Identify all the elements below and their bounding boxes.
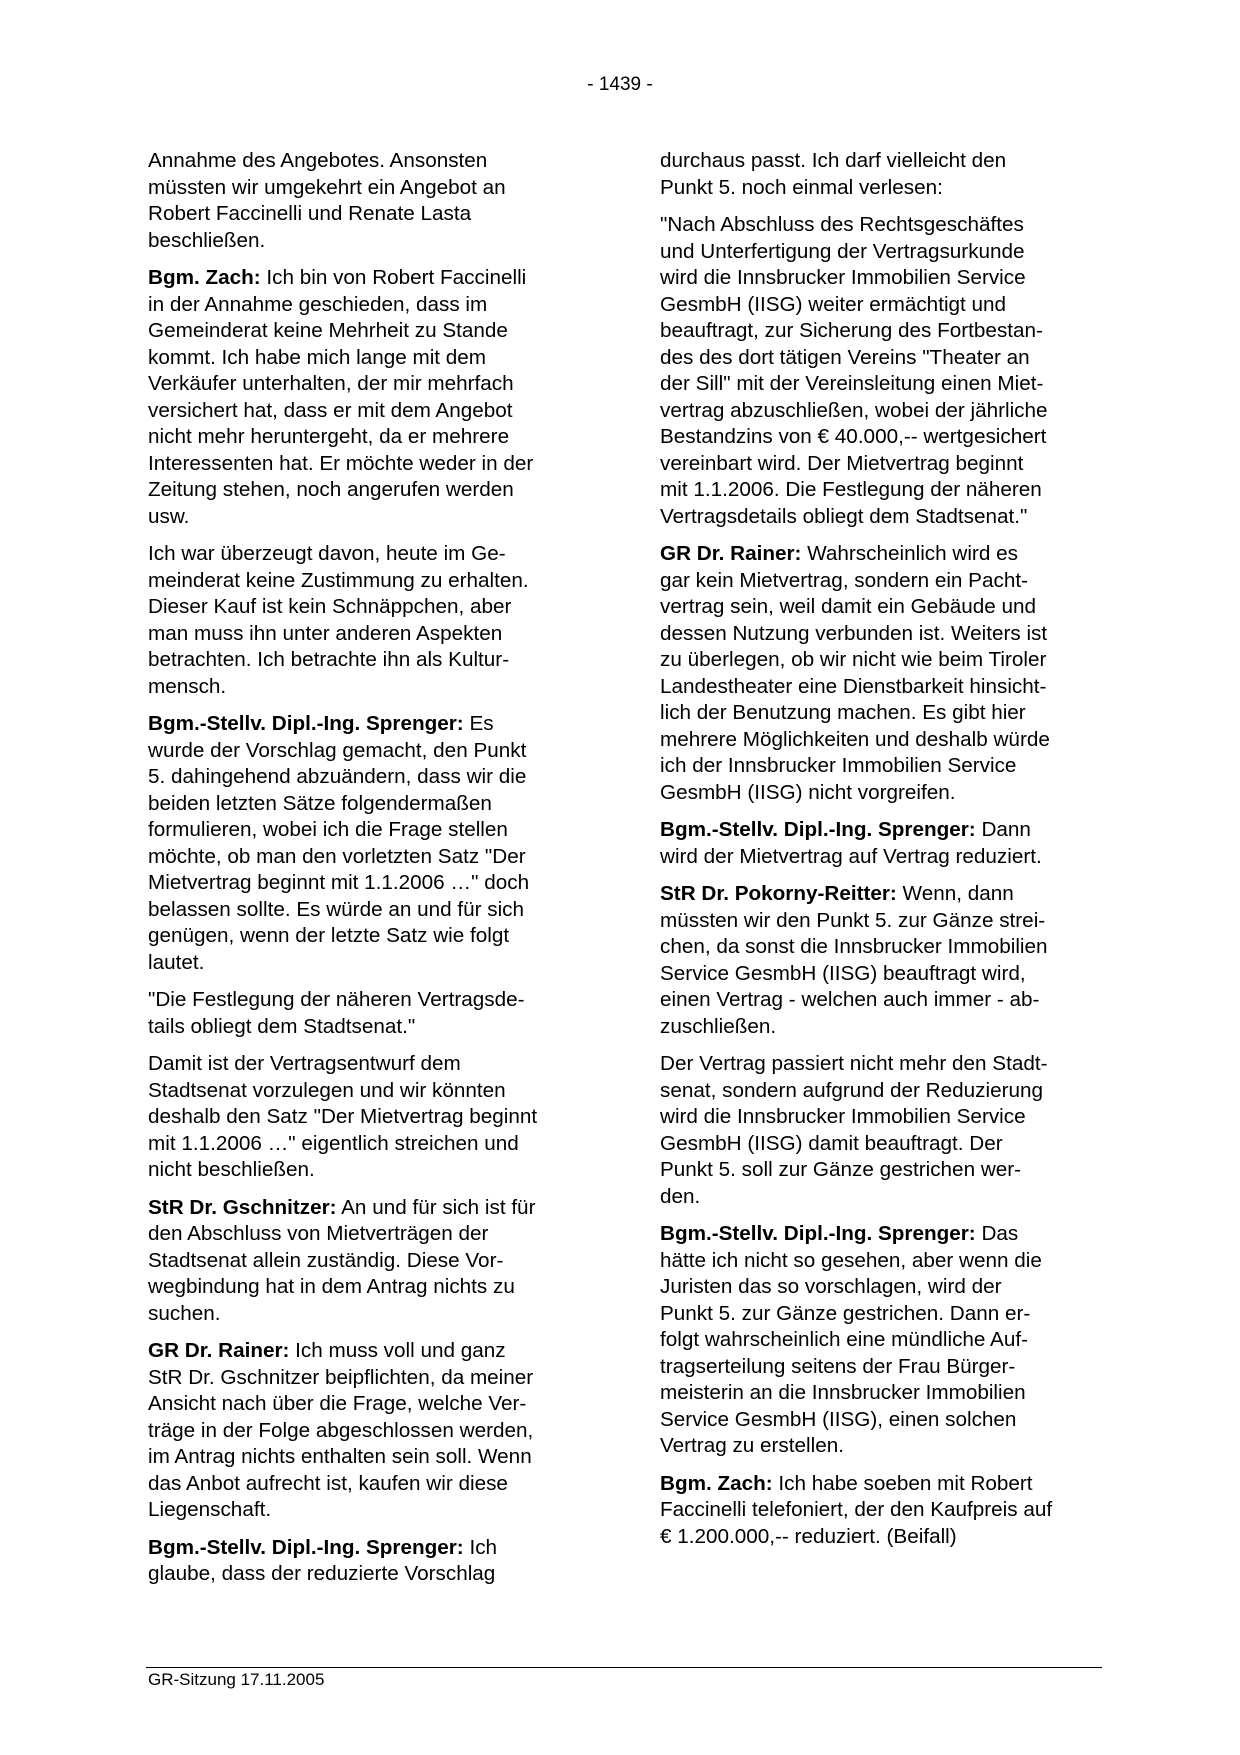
paragraph — [148, 541, 588, 700]
footer-divider — [146, 1667, 1102, 1668]
paragraph-text: Damit ist der Vertragsentwurf dem Stadtsenat vorzulegen und wir könnten deshalb den Satz "Der Mietvertrag beginnt mit 1.1.2006 …" eigentlich streichen und nicht beschließen. — [148, 1052, 538, 1181]
paragraph-text: An und für sich ist für den Abschluss von Mietverträgen der Stadtsenat allein zuständig. Diese Vor- wegbindung hat in dem Antrag nichts zu suchen. — [148, 1195, 536, 1325]
speaker-name: GR Dr. Rainer: — [148, 1339, 290, 1362]
paragraph-text: Wahrscheinlich wird es gar kein Mietvertrag, sondern ein Pacht- vertrag sein, weil damit ein Gebäude und dessen Nutzung verbunden ist. Weiters ist zu überlegen, ob wir nicht wie beim Tiroler Landestheater eine Dienstbarkeit hinsicht- lich der Benutzung machen. Es gibt hier mehrere Möglichkeiten und deshalb würde ich der Innsbrucker Immobilien Service GesmbH (IISG) nicht vorgreifen. — [660, 542, 1050, 804]
speaker-name: Bgm.-Stellv. Dipl.-Ing. Sprenger: — [660, 818, 976, 841]
paragraph — [660, 1051, 1100, 1210]
right-column — [660, 148, 1100, 1561]
paragraph-text: Wenn, dann müssten wir den Punkt 5. zur Gänze strei- chen, da sonst die Innsbrucker Immobilien Service GesmbH (IISG) beauftragt wird, einen Vertrag - welchen auch immer - ab- zuschließen. — [660, 882, 1048, 1038]
paragraph-text: "Die Festlegung der näheren Vertragsde- tails obliegt dem Stadtsenat." — [148, 988, 525, 1038]
paragraph-text: Ich war überzeugt davon, heute im Ge- meinderat keine Zustimmung zu erhalten. Dieser Kauf ist kein Schnäppchen, aber man muss ihn unter anderen Aspekten betrachten. Ich betrachte ihn als Kultur- mensch. — [148, 542, 529, 698]
paragraph — [148, 1051, 588, 1184]
paragraph-text: Ich muss voll und ganz StR Dr. Gschnitzer beipflichten, da meiner Ansicht nach über die Frage, welche Ver- träge in der Folge abgeschlossen werden, im Antrag nichts enthalten sein soll. Wenn das Anbot aufrecht ist, kaufen wir diese Liegenschaft. — [148, 1339, 534, 1521]
paragraph — [660, 1471, 1100, 1551]
speaker-name: Bgm. Zach: — [660, 1471, 773, 1495]
paragraph — [148, 1195, 588, 1328]
paragraph — [148, 148, 588, 254]
paragraph-text: Ich glaube, dass der reduzierte Vorschlag — [148, 1535, 498, 1585]
paragraph-text: Ich habe soeben mit Robert Faccinelli telefoniert, der den Kaufpreis auf € 1.200.000,-- reduziert. (Beifall) — [660, 1471, 1053, 1548]
quote-paragraph — [148, 987, 588, 1040]
speaker-name: GR Dr. Rainer: — [660, 542, 802, 565]
speaker-name: Bgm.-Stellv. Dipl.-Ing. Sprenger: — [660, 1222, 976, 1245]
paragraph-text: Ich bin von Robert Faccinelli in der Annahme geschieden, dass im Gemeinderat keine Mehrheit zu Stande kommt. Ich habe mich lange mit dem Verkäufer unterhalten, der mir mehrfach versichert hat, dass er mit dem Angebot nicht mehr heruntergeht, da er mehrere Interessenten hat. Er möchte weder in der Zeitung stehen, noch angerufen werden usw. — [148, 266, 534, 528]
paragraph-text: durchaus passt. Ich darf vielleicht den Punkt 5. noch einmal verlesen: — [660, 149, 1007, 199]
paragraph — [148, 711, 588, 976]
speaker-name: Bgm.-Stellv. Dipl.-Ing. Sprenger: — [148, 712, 464, 735]
paragraph-text: "Nach Abschluss des Rechtsgeschäftes und Unterfertigung der Vertragsurkunde wird die Innsbrucker Immobilien Service GesmbH (IISG) weiter ermächtigt und beauftragt, zur Sicherung des Fortbestan- des des dort tätigen Vereins "Theater an der Sill" mit der Vereinsleitung einen Miet- vertrag abzuschließen, wobei der jährliche Bestandzins von € 40.000,-- wertgesichert vereinbart wird. Der Mietvertrag beginnt mit 1.1.2006. Die Festlegung der näheren Vertragsdetails obliegt dem Stadtsenat." — [660, 213, 1048, 528]
paragraph-text: Der Vertrag passiert nicht mehr den Stadt- senat, sondern aufgrund der Reduzierung wird die Innsbrucker Immobilien Service GesmbH (IISG) damit beauftragt. Der Punkt 5. soll zur Gänze gestrichen wer- den. — [660, 1052, 1048, 1208]
speaker-name: StR Dr. Gschnitzer: — [148, 1195, 337, 1219]
paragraph — [660, 541, 1100, 806]
page-number: - 1439 - — [587, 74, 653, 95]
left-column — [148, 148, 588, 1599]
paragraph — [660, 148, 1100, 201]
paragraph-text: Annahme des Angebotes. Ansonsten müssten wir umgekehrt ein Angebot an Robert Faccinelli und Renate Lasta beschließen. — [148, 149, 506, 252]
paragraph — [148, 1535, 588, 1588]
speaker-name: Bgm.-Stellv. Dipl.-Ing. Sprenger: — [148, 1535, 464, 1559]
paragraph — [660, 881, 1100, 1040]
paragraph-text: Es wurde der Vorschlag gemacht, den Punkt 5. dahingehend abzuändern, dass wir die beiden letzten Sätze folgendermaßen formulieren, wobei ich die Frage stellen möchte, ob man den vorletzten Satz "Der Mietvertrag beginnt mit 1.1.2006 …" doch belassen sollte. Es würde an und für sich genügen, wenn der letzte Satz wie folgt lautet. — [148, 712, 530, 974]
paragraph-text: Dann wird der Mietvertrag auf Vertrag reduziert. — [660, 818, 1042, 868]
paragraph-text: Das hätte ich nicht so gesehen, aber wenn die Juristen das so vorschlagen, wird der Punkt 5. zur Gänze gestrichen. Dann er- folgt wahrscheinlich eine mündliche Auf- tragserteilung seitens der Frau Bürger- meisterin an die Innsbrucker Immobilien Service GesmbH (IISG), einen solchen Vertrag zu erstellen. — [660, 1222, 1042, 1457]
footer-session-label: GR-Sitzung 17.11.2005 — [148, 1670, 325, 1689]
paragraph — [148, 265, 588, 530]
quote-paragraph — [660, 212, 1100, 530]
speaker-name: StR Dr. Pokorny-Reitter: — [660, 882, 897, 905]
paragraph — [148, 1338, 588, 1524]
paragraph — [660, 817, 1100, 870]
paragraph — [660, 1221, 1100, 1460]
speaker-name: Bgm. Zach: — [148, 266, 261, 289]
